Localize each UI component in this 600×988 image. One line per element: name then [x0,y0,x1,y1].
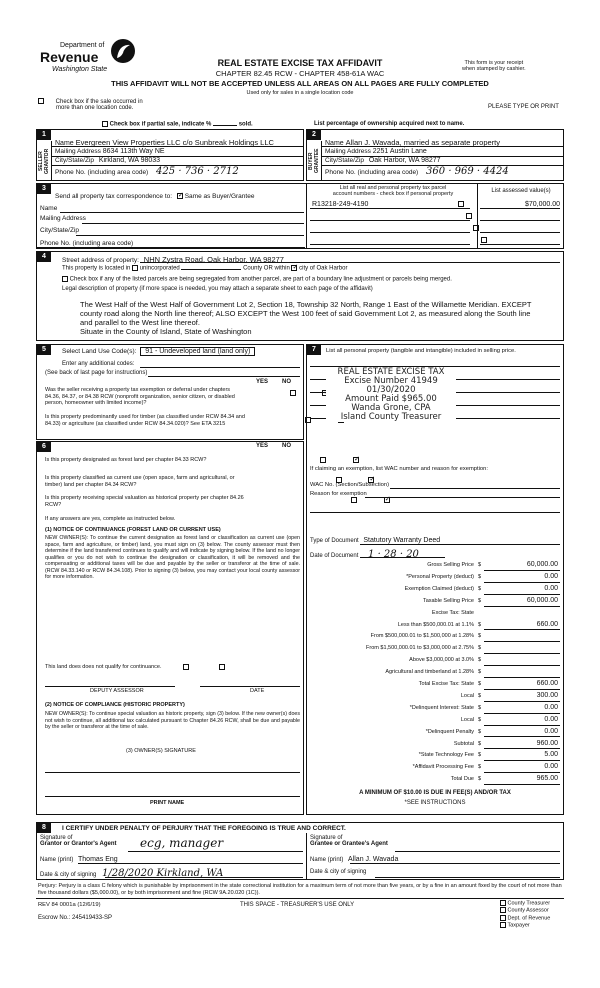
corr-phone: Phone No. (including area code) [40,240,134,247]
calc-row-label: Local [460,692,474,699]
s6-q2: Is this property classified as current use (open space, farm and agricultural, or timber) land per chapter 84.34 RCW? [45,475,235,488]
buyer-phone-row: Phone No. (including area code) 360 · 969 · 4424 [325,166,509,177]
calc-row-label: *Delinquent Interest: State [409,704,474,711]
calc-row [306,774,564,786]
multi-location-check: Check box if the sale occurred in more than one location code. [38,98,143,111]
calc-row-label: Taxable Selling Price [422,597,474,604]
claim-exemption: If claiming an exemption, list WAC number and reason for exemption: [310,466,488,472]
s5-yes: YES [256,379,269,385]
calc-row [306,691,564,703]
seller-city: Kirkland, WA 98033 [98,157,161,164]
legal-description: The West Half of the West Half of Government Lot 2, Section 18, Township 32 North, Range 1 East of the Willamette Meridian. EXCEPT county road along the North line thereof; ALSO EXCEPT the West 100 feet of said Government Lot 2, as measured along the South line and parallel to the West line thereof. Situate in the County of Island, State of Washington [80,300,532,336]
type-or-print: PLEASE TYPE OR PRINT [488,104,559,110]
segregated-checkbox[interactable] [62,276,68,282]
legal-label: Legal description of property (if more space is needed, you may attach a separate sheet to each page of the affidavit) [62,286,373,292]
land-use-row: Select Land Use Code(s): 91 - Undeveloped land (land only) [62,348,255,355]
calc-row-currency: $ [478,728,482,735]
grantor-name-row: Name (print) Thomas Eng [40,856,118,863]
calc-row-value: 0.00 [544,727,558,735]
located-row: This property is located in unincorporated County OR within ✓ city of Oak Harbor [62,265,347,272]
seller-address-row: Mailing Address 8634 113th Way NE [55,148,165,155]
calc-row-label: Exemption Claimed (deduct) [404,585,474,592]
grantee-sig-label: Signature of Grantee or Grantee's Agent [310,835,388,847]
seller-side-label: SELLER GRANTOR [38,148,50,174]
parcel-4-personal-checkbox[interactable] [481,237,487,243]
calc-row-value: 0.00 [544,763,558,771]
calc-row [306,739,564,751]
unincorporated-checkbox[interactable] [132,265,138,271]
calc-row [306,620,564,632]
parcel-2-personal-checkbox[interactable] [466,213,472,219]
notice1-title: (1) NOTICE OF CONTINUANCE (FOREST LAND OR CURRENT USE) [45,527,221,533]
calc-row-label: Less than $500,000.01 at 1.1% [397,621,474,628]
seller-address: 8634 113th Way NE [102,148,165,155]
reason-label: Reason for exemption [310,491,367,497]
section-num-6: 6 [37,442,51,452]
see-back: (See back of last page for instructions) [45,370,148,376]
corr-address: Mailing Address [40,215,86,222]
calc-row-currency: $ [478,597,482,604]
calc-row [306,608,564,620]
qualify-does-checkbox[interactable] [183,664,189,670]
grantee-name-row: Name (print) Allan J. Wavada [310,856,399,863]
city-of-checkbox[interactable] [291,265,297,271]
corr-name: Name [40,205,58,212]
grantor-date-row: Date & city of signing 1/28/2020 Kirkland, WA [40,868,224,879]
form-chapter: CHAPTER 82.45 RCW - CHAPTER 458-61A WAC [215,69,385,78]
washington-state: Washington State [52,66,108,73]
calc-row-currency: $ [478,740,482,747]
buyer-city: Oak Harbor, WA 98277 [368,157,441,164]
copy-distribution: County Treasurer County Assessor Dept. of Revenue Taxpayer [500,900,550,930]
calc-row-value: 960.00 [536,739,558,747]
calc-row-label: Excise Tax: State [431,609,474,616]
calc-row-value: 0.00 [544,703,558,711]
calc-row-value: 0.00 [544,715,558,723]
calc-row [306,655,564,667]
calc-row [306,667,564,679]
rev-number: REV 84 0001a (12/6/19) [38,902,101,908]
s6-no: NO [282,443,291,449]
if-yes-note: If any answers are yes, complete as instructed below. [45,516,176,522]
calc-row-currency: $ [478,764,482,771]
calc-row-label: From $1,500,000.01 to $3,000,000 at 2.75% [366,645,474,652]
section-num-3: 3 [37,184,51,194]
form-warning: THIS AFFIDAVIT WILL NOT BE ACCEPTED UNLESS ALL AREAS ON ALL PAGES ARE FULLY COMPLETED [111,79,489,88]
street-address: NHN Zystra Road, Oak Harbor, WA 98277 [143,255,284,264]
deputy-assessor: DEPUTY ASSESSOR [90,688,144,694]
buyer-name-row: Name Allan J. Wavada, married as separate property [325,138,501,147]
calc-row [306,762,564,774]
qualify-does-not-checkbox[interactable] [219,664,225,670]
seller-phone-row: Phone No. (including area code) 425 · 736 · 2712 [55,166,239,177]
assessed-header: List assessed value(s) [491,188,551,194]
see-instructions: *SEE INSTRUCTIONS [404,800,466,806]
doc-date: 1 · 28 · 20 [368,549,419,560]
calc-row-value: 0.00 [544,584,558,592]
calc-row [306,727,564,739]
s6-q1: Is this property designated as forest land per chapter 84.33 RCW? [45,457,207,463]
land-use-code: 91 - Undeveloped land (land only) [140,347,255,356]
s6-yes: YES [256,443,269,449]
doc-date-row: Date of Document 1 · 28 · 20 [310,549,419,560]
grantor-signature: ecg, manager [140,836,224,850]
calc-row-value: 5.00 [544,751,558,759]
corr-city: City/State/Zip [40,227,80,234]
calc-row-currency: $ [478,752,482,759]
buyer-side-label: BUYER GRANTEE [308,148,320,174]
section-num-4: 4 [37,252,51,262]
calc-row-currency: $ [478,704,482,711]
buyer-phone: 360 · 969 · 4424 [426,166,509,177]
buyer-address: 2251 Austin Lane [372,148,427,155]
seller-city-row: City/State/Zip Kirkland, WA 98033 [55,157,161,164]
deputy-date: DATE [250,688,265,694]
calc-row-value: 660.00 [536,620,558,628]
receipt-note: This form is your receipt when stamped by cashier. [462,60,526,72]
street-row: Street address of property: NHN Zystra Road, Oak Harbor, WA 98277 [62,255,284,264]
personal-property-label: List all personal property (tangible and intangible) included in selling price. [326,348,516,354]
calc-row-label: *Affidavit Processing Fee [412,764,474,771]
print-name-label: PRINT NAME [150,800,185,806]
seller-phone: 425 · 736 · 2712 [156,166,239,177]
section-num-8: 8 [37,823,51,833]
parcel-header: List all real and personal property tax parcel account numbers - check box if personal property [332,185,454,197]
calc-row-value: 60,000.00 [526,561,558,568]
notice1-body: NEW OWNER(S): To continue the current designation as forest land or classification as current use (open space, farm and agriculture, or timber) land, you must sign on (3) below. The county assessor must then determine if the land transferred continues to qualify and will indicate by signing below. If the land no longer qualifies or you do not wish to continue the designation or classification, it will be removed and the compensating or additional taxes will be due and payable by the seller or transferor at the time of sale. (RCW 84.33.140 or RCW 84.34.108). Prior to signing (3) below, you may contact your local county assessor for more information. [45,535,300,580]
calc-row-label: Total Due [450,776,474,783]
calc-row-currency: $ [478,681,482,687]
calc-row-value: 0.00 [544,572,558,580]
doc-type-row: Type of Document Statutory Warranty Deed [310,537,441,544]
partial-sale-checkbox[interactable] [102,121,108,127]
calc-row-currency: $ [478,573,482,580]
calc-row-value: 660.00 [536,680,558,687]
calc-row-label: Local [460,716,474,723]
s5-no: NO [282,379,291,385]
additional-codes: Enter any additional codes: [62,361,135,367]
wac-label: WAC No. (Section/Subsection) [310,482,390,488]
calc-row [306,715,564,727]
pct-ownership-note: List percentage of ownership acquired next to name. [314,121,465,127]
calc-row [306,572,564,584]
form-sub: Used only for sales in a single location code [246,90,354,96]
grantee-name: Allan J. Wavada [348,856,399,863]
calc-row-currency: $ [478,585,482,592]
calc-row [306,750,564,762]
calc-row-label: From $500,000.01 to $1,500,000 at 1.28% [370,633,474,640]
perjury-note: Perjury: Perjury is a class C felony which is punishable by imprisonment in the state correctional institution for a maximum term of not more than five years, or by a fine in an amount fixed by the court of not more than five thousand dollars ($5,000.00), or by both imprisonment and fine (RCW 9A.20.020 (1C)). [38,883,562,896]
qualify-row: This land does does not qualify for continuance. [45,664,162,670]
dept-of: Department of [60,42,105,49]
s6-q3: Is this property receiving special valuation as historical property per chapter 84.26 RCW? [45,495,244,508]
send-correspondence: Send all property tax correspondence to: ✓ Same as Buyer/Grantee [55,193,254,200]
certify-statement: I CERTIFY UNDER PENALTY OF PERJURY THAT THE FOREGOING IS TRUE AND CORRECT. [62,825,346,832]
calc-row-currency: $ [478,657,482,664]
doc-type: Statutory Warranty Deed [363,537,441,544]
treasurer-use: THIS SPACE - TREASURER'S USE ONLY [240,902,355,908]
grantor-sig-label: Signature of Grantor or Grantor's Agent [40,835,117,847]
revenue-word: Revenue [40,49,99,65]
calc-row-currency: $ [478,562,482,568]
calc-row-label: Subtotal [453,740,474,747]
treasurer-stamp: REAL ESTATE EXCISE TAX Excise Number 41949 01/30/2020 Amount Paid $965.00 Wanda Grone, CPA Island County Treasurer [326,368,456,422]
buyer-city-row: City/State/Zip Oak Harbor, WA 98277 [325,157,441,164]
calc-row-label: *State Technology Fee [418,752,474,759]
calc-row-currency: $ [478,716,482,723]
section-num-1: 1 [37,130,51,140]
same-as-buyer-checkbox[interactable] [177,193,183,199]
grantor-name: Thomas Eng [78,856,118,863]
copy-dept-revenue-checkbox[interactable] [500,915,506,921]
notice2-body: NEW OWNER(S): To continue special valuation as historic property, sign (3) below. If the new owner(s) does not wish to continue, all additional tax calculated pursuant to Chapter 84.26 RCW, shall be due and payable by the seller or transferor at the time of sale. [45,711,300,730]
calc-row [306,584,564,596]
parcel-3-personal-checkbox[interactable] [473,225,479,231]
section-num-7: 7 [307,345,321,355]
grantor-date: 1/28/2020 Kirkland, WA [102,868,224,879]
assessed-value: $70,000.00 [524,201,560,208]
calc-row [306,631,564,643]
copy-county-treasurer-checkbox[interactable] [500,900,506,906]
form-title: REAL ESTATE EXCISE TAX AFFIDAVIT [217,58,383,68]
calc-row-currency: $ [478,776,482,783]
seller-name-row: Name Evergreen View Properties LLC c/o Sunbreak Holdings LLC [55,138,274,147]
calc-row-label: Above $3,000,000 at 3.0% [409,657,474,664]
minimum-due: A MINIMUM OF $10.00 IS DUE IN FEE(S) AND/OR TAX [359,790,511,796]
buyer-name: Allan J. Wavada, married as separate property [345,138,501,147]
escrow-number: Escrow No.: 245419433-SP [38,915,113,921]
notice2-title: (2) NOTICE OF COMPLIANCE (HISTORIC PROPERTY) [45,702,185,708]
calc-row [306,703,564,715]
calc-row [306,596,564,608]
buyer-address-row: Mailing Address 2251 Austin Lane [325,148,427,155]
section-num-5: 5 [37,345,51,355]
calc-row-currency: $ [478,633,482,640]
calc-row-currency: $ [478,645,482,652]
copy-county-assessor-checkbox[interactable] [500,907,506,913]
calc-row [306,560,564,572]
segregated-row: Check box if any of the listed parcels are being segregated from another parcel, are part of a boundary line adjustment or parcels being merged. [62,276,452,283]
parcel-number: R13218-249-4190 [312,201,369,208]
calc-row-value: 300.00 [536,691,558,699]
calc-row-label: *Personal Property (deduct) [406,573,474,580]
calc-row-label: Agricultural and timberland at 1.28% [385,669,474,676]
section-num-2: 2 [307,130,321,140]
calc-row [306,643,564,655]
copy-taxpayer-checkbox[interactable] [500,922,506,928]
calc-row-currency: $ [478,692,482,699]
multi-location-checkbox[interactable] [38,98,44,104]
calc-row-currency: $ [478,621,482,628]
calc-row-currency: $ [478,669,482,676]
calc-row-value: 60,000.00 [526,596,558,604]
calc-row-label: Gross Selling Price [427,562,474,568]
s5-q1-yes[interactable] [290,390,296,396]
calc-row-label: Total Excise Tax: State [418,681,474,687]
calc-row [306,679,564,691]
grantee-date-row: Date & city of signing [310,869,367,875]
calc-row-value: 965.00 [536,775,558,783]
s5-q2: Is this property predominantly used for timber (as classified under RCW 84.34 and 84.33) or agriculture (as classified under RCW 84.34.020)? See ETA 3215 [45,414,245,427]
owner-signature-label: (3) OWNER(S) SIGNATURE [126,748,196,754]
partial-sale: Check box if partial sale, indicate % sold. [102,121,253,128]
parcel-1-personal-checkbox[interactable] [458,201,464,207]
calc-row-label: *Delinquent Penalty [425,728,474,735]
seller-name: Evergreen View Properties LLC c/o Sunbreak Holdings LLC [75,138,274,147]
s5-q1: Was the seller receiving a property tax exemption or deferral under chapters 84.36, 84.37, or 84.38 RCW (nonprofit organization, senior citizen, or disabled person, homeowner with limited income)? [45,387,235,406]
